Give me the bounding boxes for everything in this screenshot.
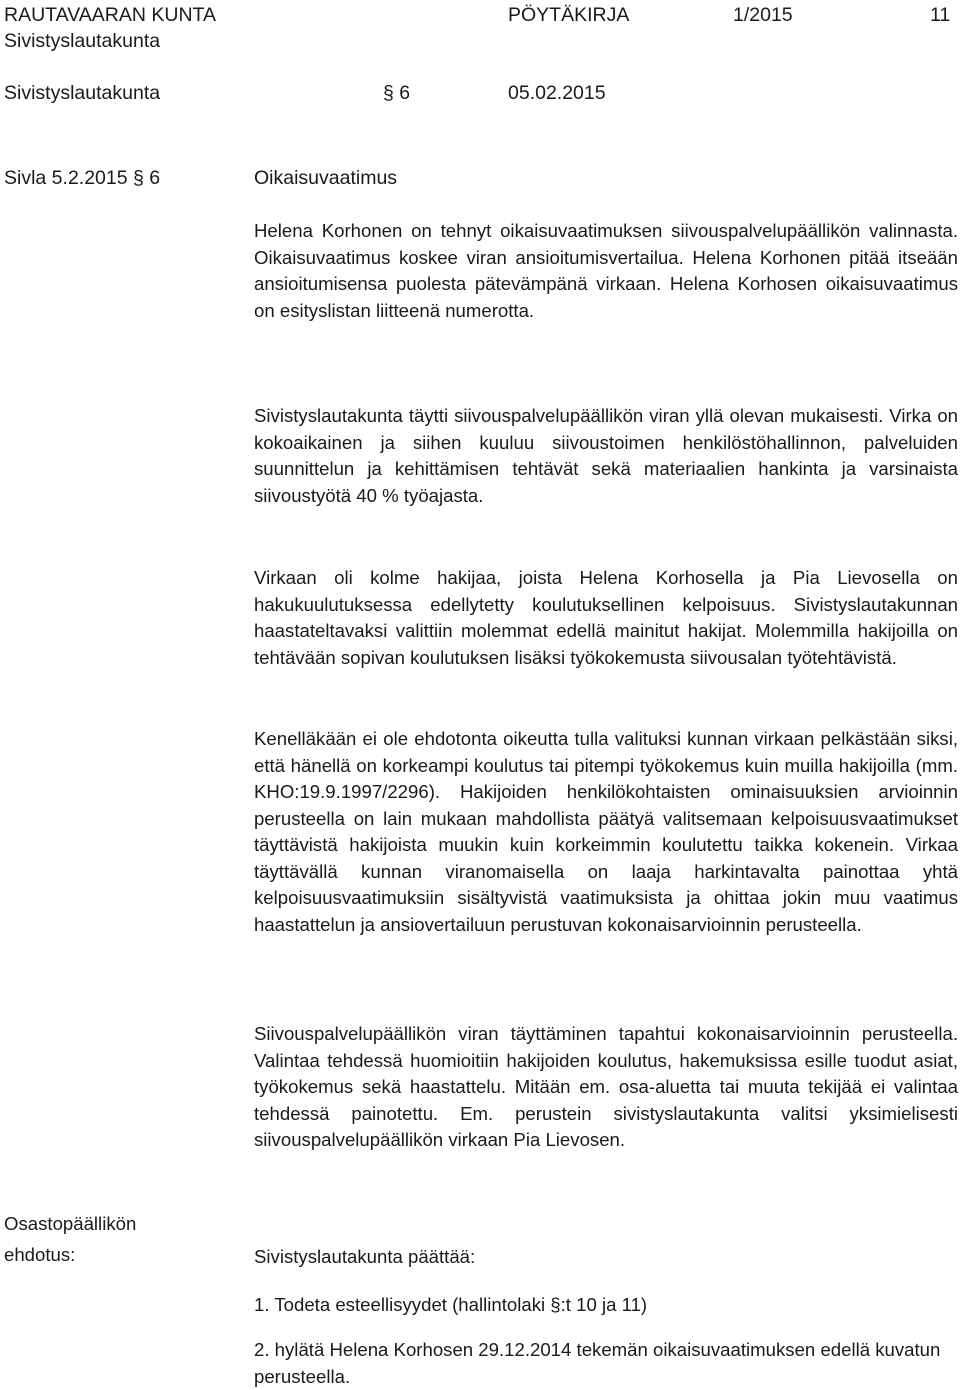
section-mark: § 6	[383, 82, 411, 104]
page-number: 11	[930, 4, 951, 26]
paragraph-decision-basis	[254, 1021, 958, 1154]
paragraph-complaint	[254, 218, 958, 324]
paragraph-position	[254, 403, 958, 509]
paragraph-text: Sivistyslautakunta täytti siivouspalvelupäällikön viran yllä olevan mukaisesti. Virka on kokoaikainen ja siihen kuuluu siivoustoimen henkilöstöhallinnon, palveluiden suunnittelun ja kehittämisen tehtävät sekä materiaalien hankinta ja varsinaista siivoustyötä 40 % työajasta.	[254, 405, 958, 506]
committee-name: Sivistyslautakunta	[4, 30, 161, 52]
org-name: RAUTAVAARAN KUNTA	[4, 4, 216, 26]
proposal-item-2: 2. hylätä Helena Korhosen 29.12.2014 tekemän oikaisuvaatimuksen edellä kuvatun perusteella.	[254, 1339, 941, 1387]
proposal-item-1: 1. Todeta esteellisyydet (hallintolaki §:t 10 ja 11)	[254, 1294, 648, 1315]
proposal-label-line2: ehdotus:	[4, 1244, 76, 1265]
paragraph-text: Siivouspalvelupäällikön viran täyttäminen tapahtui kokonaisarvioinnin perusteella. Valintaa tehdessä huomioitiin hakijoiden koulutus, hakemuksissa esille tuodut asiat, työkokemus sekä haastattelu. Mitään em. osa-aluetta tai muuta tekijää ei valintaa tehdessä painotettu. Em. perustein sivistyslautakunta valitsi yksimielisesti siivouspalvelupäällikön virkaan Pia Lievosen.	[254, 1023, 958, 1150]
item-title: Oikaisuvaatimus	[254, 167, 398, 189]
paragraph-legal	[254, 726, 958, 938]
proposal-intro: Sivistyslautakunta päättää:	[254, 1246, 476, 1267]
paragraph-text: Kenelläkään ei ole ehdotonta oikeutta tulla valituksi kunnan virkaan pelkästään siksi, että hänellä on korkeampi koulutus tai pitempi työkokemus kuin muilla hakijoilla (mm. KHO:19.9.1997/2296). Hakijoiden henkilökohtaisten ominaisuuksien arvioinnin perusteella on lain mukaan mahdollista päätyä valitsemaan kelpoisuusvaatimukset täyttävistä hakijoista muukin kuin korkeimmin koulutettu taikka kokenein. Virkaa täyttävällä kunnan viranomaisella on laaja harkintavalta painottaa yhtä kelpoisuusvaatimuksiin sisältyvistä vaatimuksista ja ohittaa jokin muu vaatimus haastattelun ja ansiovertailuun perustuvan kokonaisarvioinnin perusteella.	[254, 728, 958, 935]
paragraph-applicants	[254, 565, 958, 671]
paragraph-text: Virkaan oli kolme hakijaa, joista Helena Korhosella ja Pia Lievosella on hakukuulutuksessa edellytetty koulutuksellinen kelpoisuus. Sivistyslautakunnan haastateltavaksi valittiin molemmat edellä mainitut hakijat. Molemmilla hakijoilla on tehtävään sopivan koulutuksen lisäksi työkokemusta siivousalan työtehtävistä.	[254, 567, 958, 668]
meeting-date: 05.02.2015	[508, 82, 606, 104]
item-reference: Sivla 5.2.2015 § 6	[4, 167, 161, 189]
meeting-committee: Sivistyslautakunta	[4, 82, 161, 104]
proposal-label-line1: Osastopäällikön	[4, 1213, 137, 1234]
doc-number: 1/2015	[733, 4, 793, 26]
proposal-label	[4, 1208, 136, 1270]
paragraph-text: Helena Korhonen on tehnyt oikaisuvaatimuksen siivouspalvelupäällikön valinnasta. Oikaisuvaatimus koskee viran ansioitumisvertailua. Helena Korhonen pitää itseään ansioitumisensa puolesta pätevämpänä virkaan. Helena Korhosen oikaisuvaatimus on esityslistan liitteenä numerotta.	[254, 220, 958, 321]
doc-type: PÖYTÄKIRJA	[508, 4, 630, 26]
